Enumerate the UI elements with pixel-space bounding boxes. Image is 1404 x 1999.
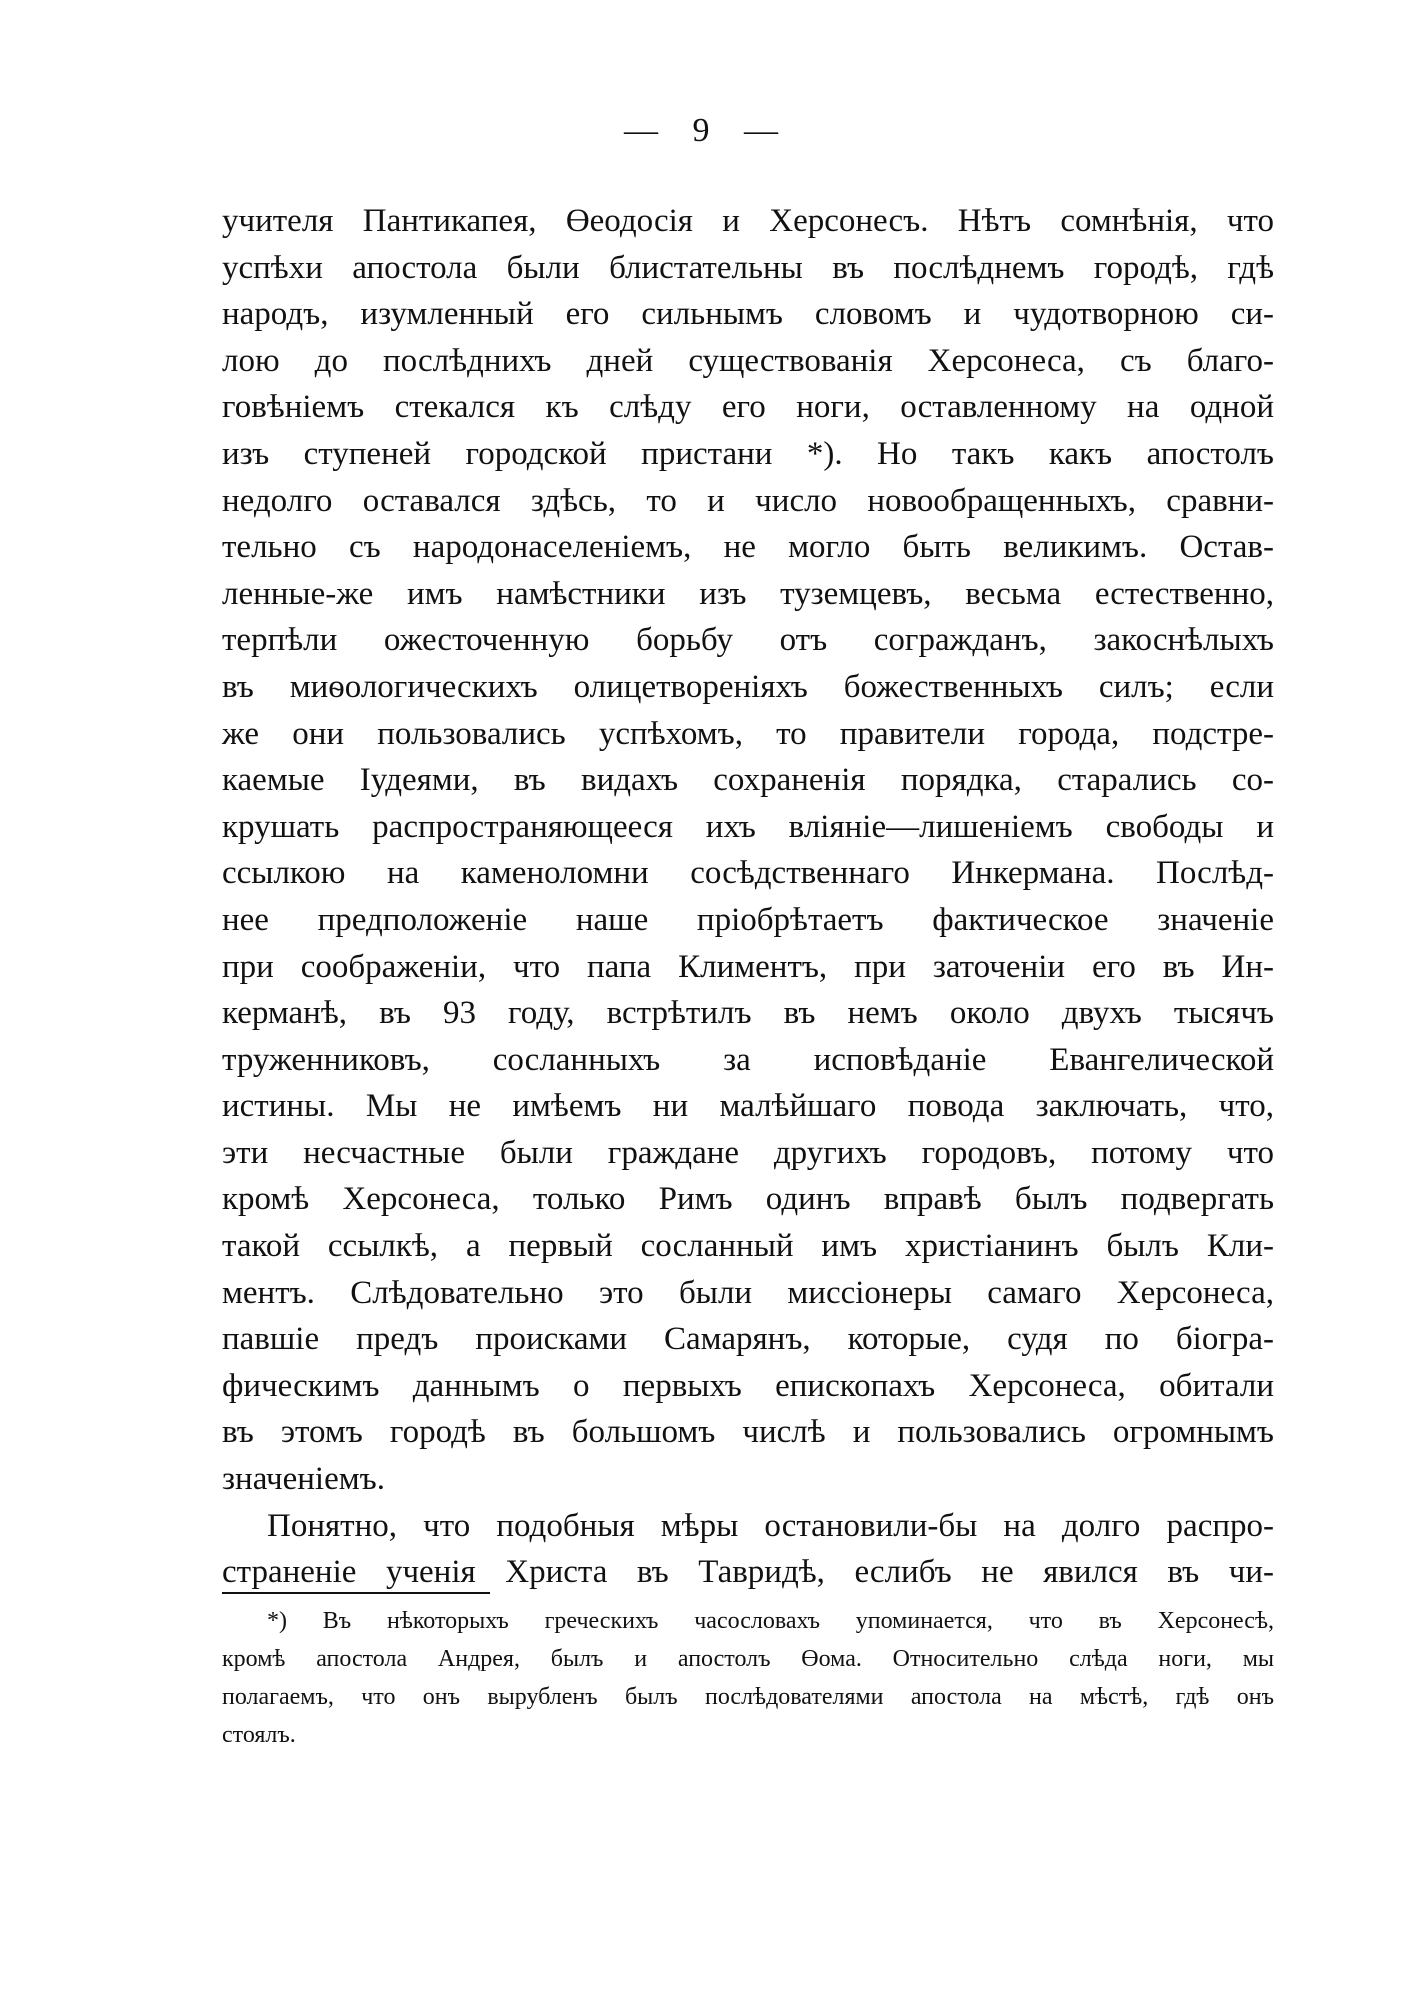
text-line: нее предположеніе наше пріобрѣтаетъ фактическое значеніе [222, 901, 1274, 938]
text-line: народъ, изумленный его сильнымъ словомъ и чудотворною си- [222, 296, 1274, 333]
text-line: такой ссылкѣ, а первый сосланный имъ христіанинъ былъ Кли- [222, 1228, 1274, 1265]
text-line: эти несчастные были граждане другихъ городовъ, потому что [222, 1134, 1274, 1171]
footnote [222, 1602, 1274, 1754]
text-line: лою до послѣднихъ дней существованія Херсонеса, съ благо- [222, 342, 1274, 379]
page-number: 9 [692, 112, 712, 149]
footnote-line: *) Въ нѣкоторыхъ греческихъ часословахъ упоминается, что въ Херсонесѣ, [267, 1608, 1274, 1634]
text-line: ленные-же имъ намѣстники изъ туземцевъ, весьма естественно, [222, 575, 1274, 612]
text-line: недолго оставался здѣсь, то и число новообращенныхъ, сравни- [222, 482, 1274, 519]
page-number-header [0, 112, 1404, 150]
text-line: при соображеніи, что папа Климентъ, при заточеніи его въ Ин- [222, 948, 1274, 985]
text-line: терпѣли ожесточенную борьбу отъ согражданъ, закоснѣлыхъ [222, 622, 1274, 659]
main-text [222, 198, 1274, 1596]
text-line: изъ ступеней городской пристани *). Но такъ какъ апостолъ [222, 435, 1274, 472]
text-line: ментъ. Слѣдовательно это были миссіонеры самаго Херсонеса, [222, 1274, 1274, 1311]
header-dash-left: — [624, 112, 660, 149]
text-line: же они пользовались успѣхомъ, то правители города, подстре- [222, 715, 1274, 752]
text-line: кромѣ Херсонеса, только Римъ одинъ вправѣ былъ подвергать [222, 1181, 1274, 1218]
footnote-line: кромѣ апостола Андрея, былъ и апостолъ Өома. Относительно слѣда ноги, мы [222, 1646, 1274, 1672]
text-line: ссылкою на каменоломни сосѣдственнаго Инкермана. Послѣд- [222, 855, 1274, 892]
footnote-line: полагаемъ, что онъ вырубленъ былъ послѣдователями апостола на мѣстѣ, гдѣ онъ [222, 1684, 1274, 1710]
text-line: крушать распространяющееся ихъ вліяніе—лишеніемъ свободы и [222, 808, 1274, 845]
text-line: страненіе ученія Христа въ Тавридѣ, еслибъ не явился въ чи- [222, 1554, 1274, 1591]
header-dash-right: — [744, 112, 780, 149]
text-line: въ миѳологическихъ олицетвореніяхъ божественныхъ силъ; если [222, 668, 1274, 705]
paragraph-start-line: Понятно, что подобныя мѣры остановили-бы на долго распро- [267, 1507, 1274, 1544]
footnote-divider [222, 1592, 490, 1594]
paragraph-end-line: значеніемъ. [222, 1461, 385, 1498]
text-line: каемые Іудеями, въ видахъ сохраненія порядка, старались со- [222, 762, 1274, 799]
text-line: въ этомъ городѣ въ большомъ числѣ и пользовались огромнымъ [222, 1414, 1274, 1451]
text-line: истины. Мы не имѣемъ ни малѣйшаго повода заключать, что, [222, 1088, 1274, 1125]
text-line: учителя Пантикапея, Өеодосія и Херсонесъ. Нѣтъ сомнѣнія, что [222, 203, 1274, 239]
text-line: успѣхи апостола были блистательны въ послѣднемъ городѣ, гдѣ [222, 249, 1274, 286]
text-line: фическимъ даннымъ о первыхъ епископахъ Херсонеса, обитали [222, 1367, 1274, 1404]
footnote-line: стоялъ. [222, 1722, 296, 1748]
text-line: говѣніемъ стекался къ слѣду его ноги, оставленному на одной [222, 389, 1274, 426]
text-line: павшіе предъ происками Самарянъ, которые, судя по біогра- [222, 1321, 1274, 1358]
text-line: керманѣ, въ 93 году, встрѣтилъ въ немъ около двухъ тысячъ [222, 995, 1274, 1032]
text-line: труженниковъ, сосланныхъ за исповѣданіе Евангелической [222, 1041, 1274, 1078]
text-line: тельно съ народонаселеніемъ, не могло быть великимъ. Остав- [222, 529, 1274, 566]
